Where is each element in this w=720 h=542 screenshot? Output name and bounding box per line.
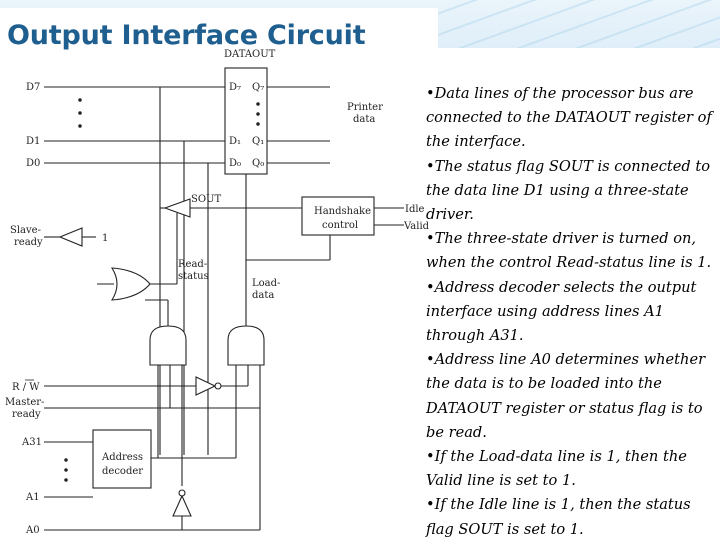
- a0-label: A0: [26, 525, 40, 536]
- a0-inverter: [173, 496, 191, 516]
- load-data-label-1: Load-: [252, 278, 281, 289]
- printer-data-label-1: Printer: [347, 102, 383, 113]
- master-ready-label-2: ready: [12, 409, 41, 420]
- master-ready-label-1: Master-: [5, 397, 45, 408]
- explanation-bullets: [426, 82, 716, 542]
- read-status-and-gate: [150, 326, 186, 365]
- slave-ready-label-2: ready: [14, 237, 43, 248]
- handshake-label-1: Handshake: [314, 206, 372, 217]
- rw-label: R / W: [12, 382, 40, 393]
- reg-q7-label: Q₇: [252, 82, 265, 93]
- d7-label: D7: [26, 82, 41, 93]
- handshake-label-2: control: [322, 220, 359, 231]
- reg-q0-label: Q₀: [252, 158, 265, 169]
- reg-d1-label: D₁: [229, 136, 242, 147]
- a31-label: A31: [22, 437, 42, 448]
- bullet-item: •Address decoder selects the output interface using address lines A1 through A31.: [426, 278, 697, 345]
- one-label: 1: [102, 233, 109, 244]
- read-status-label-1: Read-: [178, 259, 208, 270]
- read-status-label-2: status: [178, 271, 209, 282]
- bullet-item: •If the Idle line is 1, then the status flag SOUT is set to 1.: [426, 496, 691, 538]
- slave-ready-label-1: Slave-: [10, 225, 41, 236]
- slave-ready-buffer: [60, 228, 82, 246]
- dataout-label: DATAOUT: [224, 49, 276, 60]
- load-data-and-gate: [228, 326, 264, 365]
- slide-title: Output Interface Circuit: [7, 20, 366, 51]
- bullet-item: •The status flag SOUT is connected to the data line D1 using a three-state driver.: [426, 157, 711, 224]
- reg-q1-label: Q₁: [252, 136, 265, 147]
- read-status-or-gate: [112, 268, 150, 300]
- bullet-item: •Data lines of the processor bus are connected to the DATAOUT register of the interface.: [426, 85, 712, 151]
- reg-d0-label: D₀: [229, 158, 242, 169]
- address-decoder-label-1: Address: [102, 452, 143, 463]
- reg-d7-label: D₇: [229, 82, 242, 93]
- idle-label: Idle: [405, 204, 425, 215]
- d1-label: D1: [26, 136, 41, 147]
- printer-data-label-2: data: [353, 114, 376, 125]
- bullet-item: •Address line A0 determines whether the data is to be loaded into the DATAOUT register or status flag is to be read.: [426, 351, 706, 441]
- d0-label: D0: [26, 158, 41, 169]
- bullet-item: •The three-state driver is turned on, when the control Read-status line is 1.: [426, 230, 712, 272]
- bullet-item: •If the Load-data line is 1, then the Valid line is set to 1.: [426, 448, 687, 490]
- a1-label: A1: [26, 492, 40, 503]
- load-data-label-2: data: [252, 290, 275, 301]
- sout-label: SOUT: [191, 194, 222, 205]
- address-decoder-label-2: decoder: [102, 466, 144, 477]
- rw-inverter: [196, 377, 215, 395]
- valid-label: Valid: [404, 221, 430, 232]
